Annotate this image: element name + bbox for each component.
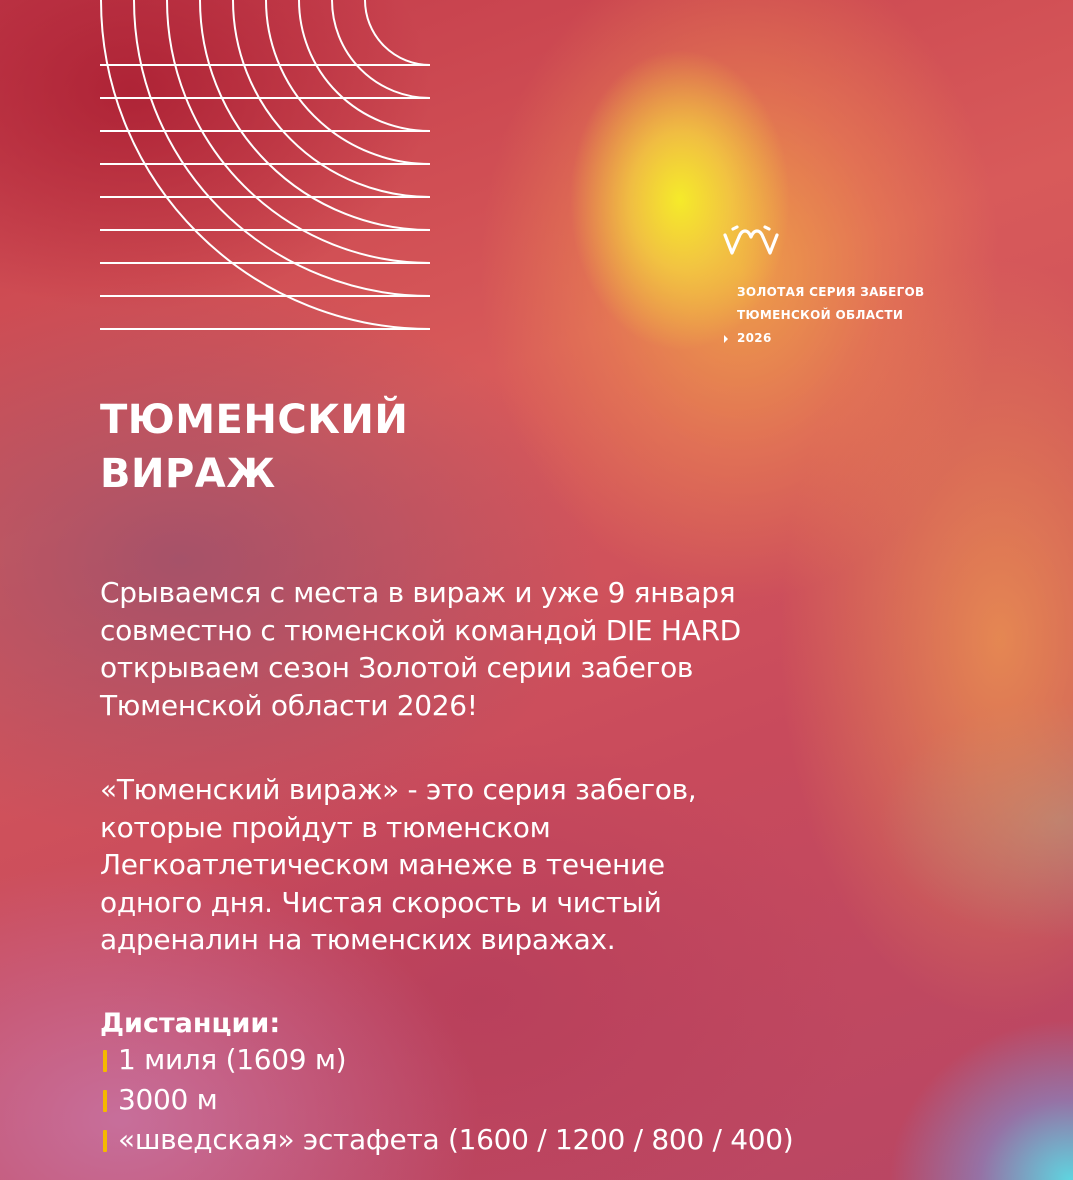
description-line: «Тюменский вираж» - это серия забегов, <box>100 773 697 806</box>
logo-year-row <box>737 327 997 350</box>
description-line: адреналин на тюменских виражах. <box>100 923 616 956</box>
distance-label: 1 миля (1609 м) <box>118 1043 347 1076</box>
accent-bar <box>103 1130 107 1152</box>
event-title <box>100 393 408 501</box>
intro-paragraph <box>100 574 980 724</box>
description-line: одного дня. Чистая скорость и чистый <box>100 885 662 919</box>
logo-year: 2026 <box>737 331 772 345</box>
intro-line: Срываемся с места в вираж и уже 9 января <box>100 576 736 609</box>
logo-text <box>737 281 997 350</box>
intro-line: совместно с тюменской командой DIE HARD <box>100 613 741 647</box>
crown-icon <box>722 225 780 257</box>
accent-bar <box>103 1090 107 1112</box>
distance-item <box>100 1081 793 1121</box>
logo-line-2: ТЮМЕНСКОЙ ОБЛАСТИ <box>737 308 904 322</box>
distances-heading: Дистанции: <box>100 1008 281 1039</box>
intro-line: Тюменской области 2026! <box>100 688 478 722</box>
title-line-1: ТЮМЕНСКИЙ <box>100 397 409 443</box>
description-line: которые пройдут в тюменском <box>100 810 551 844</box>
description-line: Легкоатлетическом манеже в течение <box>100 848 665 881</box>
distance-item <box>100 1041 793 1081</box>
logo-line-1: ЗОЛОТАЯ СЕРИЯ ЗАБЕГОВ <box>737 285 925 299</box>
track-lines-graphic <box>100 0 430 342</box>
title-line-2: ВИРАЖ <box>100 451 276 497</box>
distance-item <box>100 1121 793 1161</box>
distance-label: 3000 м <box>118 1083 218 1116</box>
distance-label: «шведская» эстафета (1600 / 1200 / 800 / 400) <box>118 1123 794 1156</box>
distances-list <box>100 1041 793 1161</box>
accent-bar <box>103 1050 107 1072</box>
series-logo <box>722 225 925 345</box>
intro-line: открываем сезон Золотой серии забегов <box>100 651 694 684</box>
description-paragraph <box>100 771 980 959</box>
arrow-right-icon <box>724 335 728 343</box>
